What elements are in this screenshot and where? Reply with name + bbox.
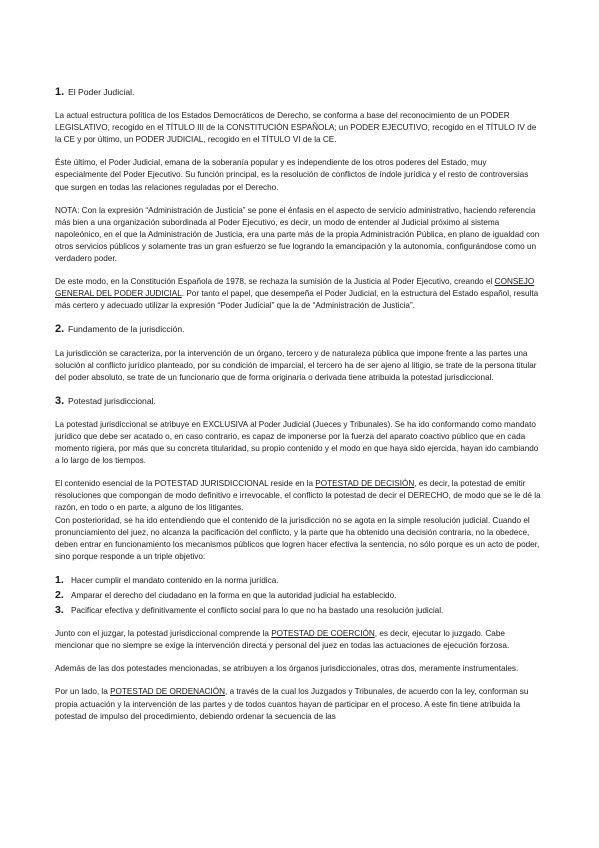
section-title: Fundamento de la jurisdicción. <box>68 324 185 335</box>
section-heading-3 <box>55 395 541 407</box>
text-run: Junto con el juzgar, la potestad jurisdiccional comprende la <box>55 629 272 639</box>
text-run: . Por tanto el papel, que desempeña el Poder Judicial, en la estructura del Estado español, resulta más certero y adecuado utilizar la expresión “Poder Judicial” que la de “Administración de Justicia”. <box>55 289 539 311</box>
paragraph: La jurisdicción se caracteriza, por la intervención de un órgano, tercero y de naturaleza pública que impone frente a las partes una solución al conflicto jurídico planteado, por su condición de imparcial, el tercero ha de ser ajeno al litigio, se trate de la persona titular del poder absoluto, se trate de un funcionario que de forma originaria o derivada tiene atribuida la potestad jurisdiccional. <box>55 348 537 382</box>
underlined-term: POTESTAD DE ORDENACIÓN <box>110 687 226 697</box>
paragraph <box>55 478 541 514</box>
text-run: De este modo, en la Constitución Española de 1978, se rechaza la sumisión de la Justicia al Poder Ejecutivo, creando el <box>55 277 495 287</box>
list-item <box>55 589 541 602</box>
underlined-term: POTESTAD DE COERCIÓN <box>271 629 375 639</box>
paragraph: Además de las dos potestades mencionadas, se atribuyen a los órganos jurisdiccionales, otras dos, meramente instrumentales. <box>55 664 519 674</box>
paragraph <box>55 628 541 652</box>
section-number: 2. <box>55 323 65 336</box>
note-paragraph: NOTA: Con la expresión “Administración de Justicia” se pone el énfasis en el aspecto de servicio administrativo, haciendo referencia más bien a una organización subordinada al Poder Ejecutivo, es decir, un modo de entender al Judicial próximo al sistema napoleónico, en el que la Administración de Justicia, era una parte más de la propia Administración Pública, en plano de igualdad con otros servicios públicos y solamente tras un gran esfuerzo se fue logrando la emancipación y la autonomía, configurándose como un verdadero poder. <box>55 205 540 264</box>
list-text: Pacificar efectiva y definitivamente el conflicto social para lo que no ha bastado una resolución judicial. <box>71 606 444 616</box>
list-item <box>55 574 541 587</box>
paragraph <box>55 276 541 312</box>
list-text: Amparar el derecho del ciudadano en la forma en que la autoridad judicial ha establecido. <box>71 591 397 600</box>
text-run: Por un lado, la <box>55 687 111 697</box>
objectives-list <box>55 574 541 617</box>
section-title: El Poder Judicial. <box>68 87 135 97</box>
list-number: 3. <box>55 604 64 617</box>
section-heading-2 <box>55 323 541 335</box>
section-title: Potestad jurisdiccional. <box>68 395 156 406</box>
text-run: , es decir, ejecutar lo juzgado. Cabe mencionar que no siempre se exige la intervención directa y personal del juez en todas las actuaciones de ejecución forzosa. <box>55 629 510 651</box>
list-number: 1. <box>55 573 64 586</box>
text-run: , es decir, la potestad de emitir resoluciones que compongan de modo definitivo e irrevocable, el conflicto la potestad de decir el DERECHO, de modo que se le dé la razón, en todo o en parte, a alguno de los litigantes. <box>55 479 541 513</box>
list-item <box>55 604 541 617</box>
underlined-term: POTESTAD DE DECISIÓN <box>315 479 415 489</box>
paragraph <box>55 686 541 722</box>
list-number: 2. <box>55 589 64 601</box>
paragraph: La actual estructura política de los Estados Democráticos de Derecho, se conforma a base del reconocimiento de un PODER LEGISLATIVO, recogido en el TÍTULO III de la CONSTITUCIÓN ESPAÑOLA; un PODER EJECUTIVO, recogido en el TÍTULO IV de <box>55 111 537 133</box>
section-heading-1 <box>55 86 541 98</box>
section-number: 3. <box>55 394 65 407</box>
paragraph: La potestad jurisdiccional se atribuye en EXCLUSIVA al Poder Judicial (Jueces y Tribunales). Se ha ido conformando como mandato jurídico que debe ser acatado o, en caso contrario, es capaz de imponerse por la fuerza del aparato coactivo público que en cada momento rigiera, por más que su concreta titularidad, su propio contenido y el modo en que haya sido ejercida, hayan ido cambiando a lo largo de los tiempos. <box>55 419 539 466</box>
paragraph: la CE y por último, un PODER JUDICIAL, recogido en el TÍTULO VI de la CE. <box>55 135 337 145</box>
paragraph: Con posterioridad, se ha ido entendiendo que el contenido de la jurisdicción no se agota en la simple resolución judicial. Cuando el pronunciamiento del juez, no alcanza la pacificación del conflicto, y la parte que ha obtenido una decisión contraria, no la obedece, deben entrar en funcionamiento los mecanismos públicos que logren hacer efectiva la sentencia, no sólo porque es un acto de poder, sino porque responde a un triple objetivo: <box>55 515 540 561</box>
text-run: , a través de la cual los Juzgados y Tribunales, de acuerdo con la ley, conforman su propia actuación y la intervención de las partes y de todos cuantos hayan de participar en el proceso. A este fin tiene atribuida la potestad de impulso del procedimiento, debiendo ordenar la secuencia de las <box>55 687 529 721</box>
paragraph: Éste último, el Poder Judicial, emana de la soberanía popular y es independiente de los otros poderes del Estado, muy especialmente del Poder Ejecutivo. Su función principal, es la resolución de conflictos de índole jurídica y el resto de controversias que surgen en todas las relaciones reguladas por el Derecho. <box>55 158 529 192</box>
list-text: Hacer cumplir el mandato contenido en la norma jurídica. <box>71 575 279 585</box>
text-run: El contenido esencial de la POTESTAD JURISDICCIONAL reside en la <box>55 479 316 489</box>
section-number: 1. <box>55 86 65 98</box>
underlined-term: CONSEJO GENERAL DEL PODER JUDICIAL <box>55 277 535 299</box>
